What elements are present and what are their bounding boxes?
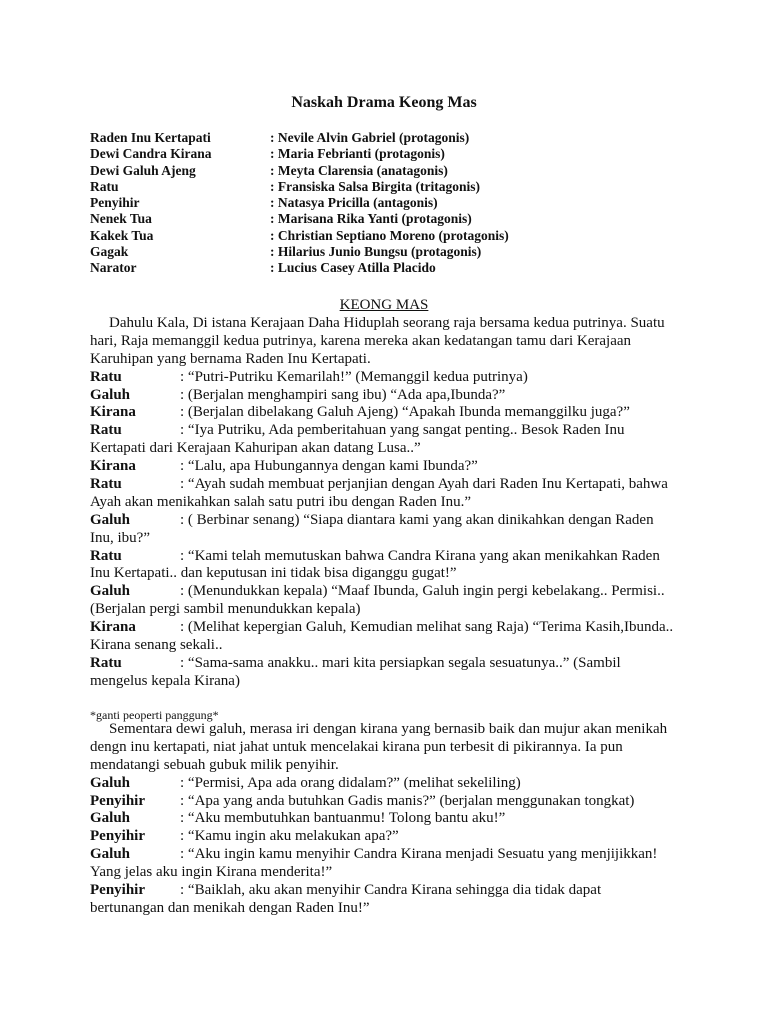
dialogue-continuation: Inu, ibu?”	[90, 529, 150, 546]
speaker-name: Galuh	[90, 511, 131, 528]
scene-2-intro	[90, 721, 680, 775]
paragraph-line: hari, Raja memanggil kedua putrinya, karena mereka akan kedatangan tamu dari Kerajaan	[90, 332, 632, 349]
speaker-name: Ratu	[90, 422, 122, 439]
dialogue-text: : “Permisi, Apa ada orang didalam?” (melihat sekeliling)	[180, 774, 521, 791]
speaker-name: Galuh	[90, 386, 131, 403]
speaker-name: Galuh	[90, 810, 131, 827]
dialogue-text: : “Aku ingin kamu menyihir Candra Kirana menjadi Sesuatu yang menjijikkan!	[180, 846, 658, 863]
scene-1-intro	[90, 315, 680, 369]
speaker-name: Penyihir	[90, 882, 145, 899]
cast-actor: : Fransiska Salsa Birgita (tritagonis)	[270, 178, 481, 194]
speaker-name: Penyihir	[90, 792, 145, 809]
dialogue-continuation: bertunangan dan menikah dengan Raden Inu!”	[90, 899, 370, 916]
cast-actor: : Marisana Rika Yanti (protagonis)	[270, 211, 472, 227]
cast-row	[90, 244, 690, 260]
cast-role: Raden Inu Kertapati	[90, 130, 211, 145]
cast-row	[90, 211, 690, 227]
speaker-name: Kirana	[90, 404, 136, 421]
dialogue-line	[90, 828, 680, 846]
paragraph-line: Dahulu Kala, Di istana Kerajaan Daha Hiduplah seorang raja bersama kedua putrinya. Suatu	[109, 315, 665, 331]
dialogue-line	[90, 846, 680, 864]
speaker-name: Kirana	[90, 458, 136, 475]
cast-actor: : Christian Septiano Moreno (protagonis)	[270, 227, 509, 243]
cast-row	[90, 260, 690, 276]
cast-row	[90, 228, 690, 244]
cast-actor: : Nevile Alvin Gabriel (protagonis)	[270, 130, 470, 145]
dialogue-line	[90, 404, 680, 422]
cast-role: Nenek Tua	[90, 211, 152, 227]
dialogue-text: : “Sama-sama anakku.. mari kita persiapkan segala sesuatunya..” (Sambil	[180, 654, 621, 671]
dialogue-line	[90, 882, 680, 900]
cast-role: Penyihir	[90, 195, 140, 211]
cast-role: Dewi Galuh Ajeng	[90, 162, 196, 178]
cast-role: Gagak	[90, 244, 129, 260]
dialogue-text: : “Kamu ingin aku melakukan apa?”	[180, 828, 399, 845]
speaker-name: Ratu	[90, 368, 122, 385]
cast-actor: : Meyta Clarensia (anatagonis)	[270, 162, 448, 178]
speaker-name: Galuh	[90, 846, 131, 863]
dialogue-text: : “Lalu, apa Hubungannya dengan kami Ibunda?”	[180, 458, 478, 475]
dialogue-line	[90, 775, 680, 793]
speaker-name: Ratu	[90, 654, 122, 671]
cast-row	[90, 130, 690, 146]
dialogue-text: : “Aku membutuhkan bantuanmu! Tolong bantu aku!”	[180, 810, 506, 827]
cast-row	[90, 146, 690, 162]
dialogue-line	[90, 387, 680, 405]
dialogue-text: : “Putri-Putriku Kemarilah!” (Memanggil kedua putrinya)	[180, 368, 528, 385]
cast-row	[90, 179, 690, 195]
dialogue-line	[90, 583, 680, 601]
dialogue-text: : (Melihat kepergian Galuh, Kemudian melihat sang Raja) “Terima Kasih,Ibunda..	[180, 619, 674, 636]
dialogue-line	[90, 422, 680, 440]
cast-role: Ratu	[90, 178, 119, 194]
dialogue-text: : “Apa yang anda butuhkan Gadis manis?” (berjalan menggunakan tongkat)	[180, 792, 635, 809]
cast-actor: : Maria Febrianti (protagonis)	[270, 146, 445, 162]
dialogue-line	[90, 476, 680, 494]
dialogue-continuation: (Berjalan pergi sambil menundukkan kepala)	[90, 601, 361, 618]
scene-2-dialogue	[90, 775, 680, 918]
speaker-name: Galuh	[90, 583, 131, 600]
paragraph-line: Karuhipan yang bernama Raden Inu Kertapati.	[90, 350, 371, 367]
dialogue-line	[90, 548, 680, 566]
section-title: KEONG MAS	[339, 297, 429, 313]
cast-actor: : Lucius Casey Atilla Placido	[270, 260, 436, 276]
dialogue-line	[90, 458, 680, 476]
dialogue-line	[90, 655, 680, 673]
dialogue-text: : (Berjalan dibelakang Galuh Ajeng) “Apakah Ibunda memanggilku juga?”	[180, 404, 630, 421]
dialogue-text: : ( Berbinar senang) “Siapa diantara kami yang akan dinikahkan dengan Raden	[180, 511, 654, 528]
dialogue-line	[90, 512, 680, 530]
dialogue-line	[90, 619, 680, 637]
scene-note: *ganti peoperti panggung*	[90, 708, 219, 722]
dialogue-text: : “Kami telah memutuskan bahwa Candra Kirana yang akan menikahkan Raden	[180, 547, 660, 564]
dialogue-text: : (Menundukkan kepala) “Maaf Ibunda, Galuh ingin pergi kebelakang.. Permisi..	[180, 583, 665, 600]
dialogue-text: : “Baiklah, aku akan menyihir Candra Kirana sehingga dia tidak dapat	[180, 882, 602, 899]
dialogue-line	[90, 793, 680, 811]
speaker-name: Ratu	[90, 547, 122, 564]
dialogue-continuation: Kirana senang sekali..	[90, 637, 223, 654]
dialogue-continuation: Ayah akan menikahkan salah satu putri ibu dengan Raden Inu.”	[90, 493, 472, 510]
cast-actor: : Natasya Pricilla (antagonis)	[270, 195, 438, 211]
scene-1	[90, 315, 680, 691]
document-title: Naskah Drama Keong Mas	[291, 94, 477, 111]
cast-row	[90, 163, 690, 179]
speaker-name: Galuh	[90, 774, 131, 791]
dialogue-text: : “Ayah sudah membuat perjanjian dengan Ayah dari Raden Inu Kertapati, bahwa	[180, 476, 668, 493]
dialogue-line	[90, 369, 680, 387]
cast-list	[90, 130, 690, 277]
speaker-name: Kirana	[90, 619, 136, 636]
dialogue-text: : (Berjalan menghampiri sang ibu) “Ada apa,Ibunda?”	[180, 386, 506, 403]
dialogue-continuation: Inu Kertapati.. dan keputusan ini tidak bisa diganggu gugat!”	[90, 565, 457, 582]
paragraph-line: Sementara dewi galuh, merasa iri dengan kirana yang bernasib baik dan mujur akan menikah	[109, 721, 668, 737]
paragraph-line: mendatangi sebuah gubuk milik penyihir.	[90, 756, 339, 773]
speaker-name: Penyihir	[90, 828, 145, 845]
dialogue-line	[90, 810, 680, 828]
dialogue-continuation: Kertapati dari Kerajaan Kahuripan akan datang Lusa..”	[90, 440, 421, 457]
dialogue-continuation: Yang jelas aku ingin Kirana menderita!”	[90, 864, 333, 881]
cast-role: Dewi Candra Kirana	[90, 146, 212, 162]
dialogue-continuation: mengelus kepala Kirana)	[90, 672, 240, 689]
cast-row	[90, 195, 690, 211]
cast-actor: : Hilarius Junio Bungsu (protagonis)	[270, 244, 482, 260]
cast-role: Narator	[90, 260, 137, 276]
speaker-name: Ratu	[90, 476, 122, 493]
scene-1-dialogue	[90, 369, 680, 691]
scene-2	[90, 721, 680, 918]
paragraph-line: dengn inu kertapati, niat jahat untuk mencelakai kirana pun terbesit di pikirannya. Ia pun	[90, 738, 623, 755]
dialogue-text: : “Iya Putriku, Ada pemberitahuan yang sangat penting.. Besok Raden Inu	[180, 422, 625, 439]
cast-role: Kakek Tua	[90, 227, 154, 243]
